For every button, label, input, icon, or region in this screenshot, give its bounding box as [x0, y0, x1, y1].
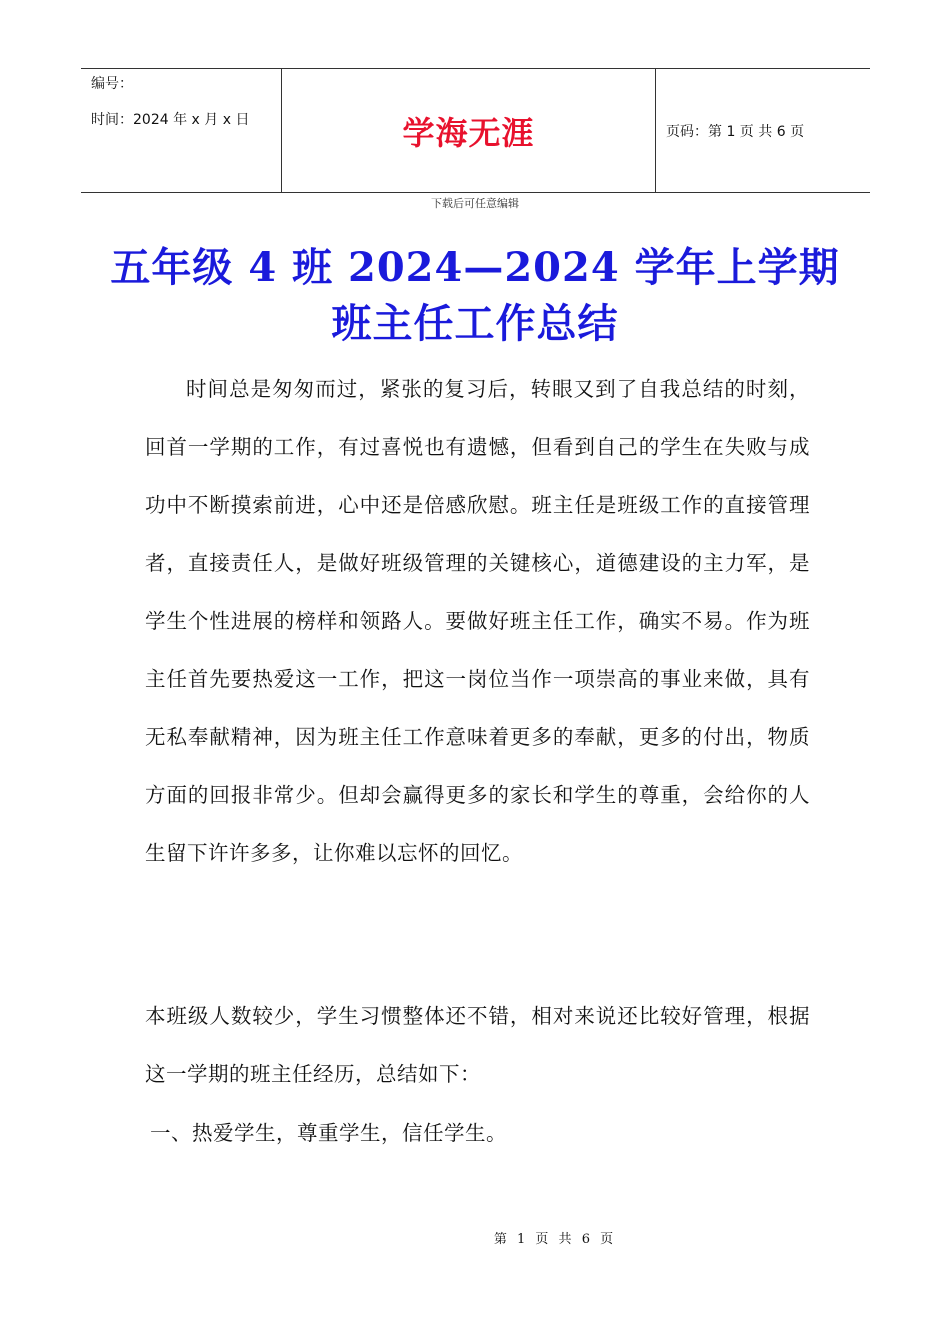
body-paragraph-2: 本班级人数较少，学生习惯整体还不错，相对来说还比较好管理，根据这一学期的班主任经历，总结如下： [145, 1004, 810, 1086]
document-title-line1: 五年级 4 班 2024—2024 学年上学期 [110, 244, 840, 291]
header-page-info: 页码：第 1 页 共 6 页 [666, 123, 805, 140]
serial-number-label: 编号： [91, 76, 133, 92]
section-heading-1: 一、热爱学生，尊重学生，信任学生。 [150, 1121, 507, 1145]
body-paragraph-1: 时间总是匆匆而过，紧张的复习后，转眼又到了自我总结的时刻，回首一学期的工作，有过喜悦也有遗憾，但看到自己的学生在失败与成功中不断摸索前进，心中还是倍感欣慰。班主任是班级工作的直接管理者，直接责任人，是做好班级管理的关键核心，道德建设的主力军，是学生个性进展的榜样和领路人。要做好班主任工作，确实不易。作为班主任首先要热爱这一工作，把这一岗位当作一项崇高的事业来做，具有无私奉献精神，因为班主任工作意味着更多的奉献，更多的付出，物质方面的回报非常少。但却会赢得更多的家长和学生的尊重，会给你的人生留下许许多多，让你难以忘怀的回忆。 [145, 377, 810, 865]
brand-title: 学海无涯 [402, 113, 535, 152]
page-footer: 第 1 页 共 6 页 [493, 1232, 617, 1247]
editable-note: 下载后可任意编辑 [431, 197, 519, 210]
document-title-line2: 班主任工作总结 [331, 300, 619, 347]
document-header [81, 68, 870, 193]
header-brand-cell [282, 69, 656, 192]
header-right-cell [656, 69, 870, 192]
header-left-cell [81, 69, 282, 192]
header-date: 时间：2024 年 x 月 x 日 [91, 112, 250, 128]
